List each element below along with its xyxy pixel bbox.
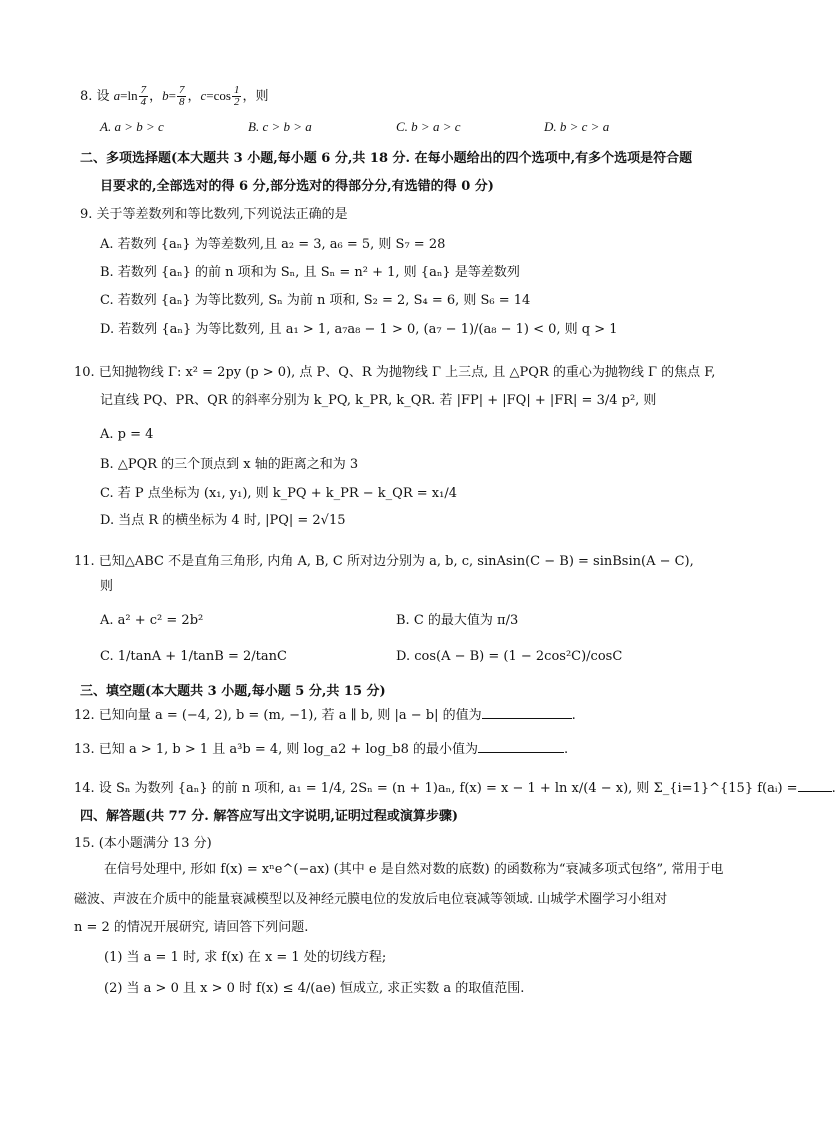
q8-option-a: A. a > b > c — [100, 119, 164, 134]
q10-stem-cont: 记直线 PQ、PR、QR 的斜率分别为 k_PQ, k_PR, k_QR. 若 |FP| + |FQ| + |FR| = 3/4 p², 则 — [100, 393, 657, 408]
q10-option-c: C. 若 P 点坐标为 (x₁, y₁), 则 k_PQ + k_PR − k_QR = x₁/4 — [100, 486, 457, 501]
q9-stem: 9. 关于等差数列和等比数列,下列说法正确的是 — [80, 207, 348, 222]
q8-stem: 8. 设 a=ln $\frac{7}{4}$ ，b= $\frac{7}{8}$ ，c=cos $\frac{1}{2}$ ，则 — [80, 84, 269, 108]
q9-option-d: D. 若数列 {aₙ} 为等比数列, 且 a₁ > 1, a₇a₈ − 1 > 0, (a₇ − 1)/(a₈ − 1) < 0, 则 q > 1 — [100, 322, 618, 337]
section4-heading: 四、解答题(共 77 分. 解答应写出文字说明,证明过程或演算步骤) — [80, 809, 459, 824]
section2-heading-cont: 目要求的,全部选对的得 6 分,部分选对的得部分分,有选错的得 0 分) — [100, 179, 494, 194]
q12-answer-blank — [482, 718, 572, 719]
q15-paragraph-1: 在信号处理中, 形如 f(x) = xⁿe^(−ax) (其中 e 是自然对数的底数) 的函数称为“衰减多项式包络”, 常用于电 — [104, 862, 724, 877]
q11-option-c: C. 1/tanA + 1/tanB = 2/tanC — [100, 649, 287, 664]
q14-text: 14. 设 Sₙ 为数列 {aₙ} 的前 n 项和, a₁ = 1/4, 2Sₙ = (n + 1)aₙ, f(x) = x − 1 + ln x/(4 − x), 则 Σ_{i=1}^{15} f(aᵢ) = — [74, 781, 798, 796]
q9-option-c: C. 若数列 {aₙ} 为等比数列, Sₙ 为前 n 项和, S₂ = 2, S₄ = 6, 则 S₆ = 14 — [100, 293, 531, 308]
section2-heading: 二、多项选择题(本大题共 3 小题,每小题 6 分,共 18 分. 在每小题给出的四个选项中,有多个选项是符合题 — [80, 151, 693, 166]
q13-answer-blank — [478, 752, 564, 753]
q11-stem: 11. 已知△ABC 不是直角三角形, 内角 A, B, C 所对边分别为 a, b, c, sinAsin(C − B) = sinBsin(A − C), — [74, 554, 694, 569]
q14-stem: 14. 设 Sₙ 为数列 {aₙ} 的前 n 项和, a₁ = 1/4, 2Sₙ = (n + 1)aₙ, f(x) = x − 1 + ln x/(4 − x), 则 Σ_{i=1}^{15} f(aᵢ) = . — [74, 781, 836, 796]
q15-header: 15. (本小题满分 13 分) — [74, 836, 212, 851]
q10-stem: 10. 已知抛物线 Γ: x² = 2py (p > 0), 点 P、Q、R 为抛物线 Γ 上三点, 且 △PQR 的重心为抛物线 Γ 的焦点 F, — [74, 365, 716, 380]
q13-stem: 13. 已知 a > 1, b > 1 且 a³b = 4, 则 log_a2 + log_b8 的最小值为 . — [74, 742, 569, 757]
q15-subquestion-2: (2) 当 a > 0 且 x > 0 时 f(x) ≤ 4/(ae) 恒成立, 求正实数 a 的取值范围. — [104, 981, 525, 996]
q11-option-a: A. a² + c² = 2b² — [100, 613, 204, 628]
q11-stem-cont: 则 — [100, 579, 114, 594]
q15-subquestion-1: (1) 当 a = 1 时, 求 f(x) 在 x = 1 处的切线方程; — [104, 950, 387, 965]
q11-option-b: B. C 的最大值为 π/3 — [396, 613, 519, 628]
q8-option-b: B. c > b > a — [248, 119, 312, 134]
q15-paragraph-3: n = 2 的情况开展研究, 请回答下列问题. — [74, 920, 309, 935]
q10-option-b: B. △PQR 的三个顶点到 x 轴的距离之和为 3 — [100, 457, 359, 472]
q12-text: 12. 已知向量 a = (−4, 2), b = (m, −1), 若 a ∥ b, 则 |a − b| 的值为 — [74, 708, 482, 723]
q15-paragraph-2: 磁波、声波在介质中的能量衰减模型以及神经元膜电位的发放后电位衰减等领域. 山城学术圈学习小组对 — [74, 892, 668, 907]
q13-text: 13. 已知 a > 1, b > 1 且 a³b = 4, 则 log_a2 + log_b8 的最小值为 — [74, 742, 479, 757]
q14-answer-blank — [798, 791, 832, 792]
q12-stem: 12. 已知向量 a = (−4, 2), b = (m, −1), 若 a ∥ b, 则 |a − b| 的值为 . — [74, 708, 576, 723]
section3-heading: 三、填空题(本大题共 3 小题,每小题 5 分,共 15 分) — [80, 684, 386, 699]
q8-option-c: C. b > a > c — [396, 119, 461, 134]
q8-option-d: D. b > c > a — [544, 119, 610, 134]
q11-option-d: D. cos(A − B) = (1 − 2cos²C)/cosC — [396, 649, 623, 664]
q10-option-a: A. p = 4 — [100, 427, 154, 442]
q9-option-a: A. 若数列 {aₙ} 为等差数列,且 a₂ = 3, a₆ = 5, 则 S₇ = 28 — [100, 237, 446, 252]
q9-option-b: B. 若数列 {aₙ} 的前 n 项和为 Sₙ, 且 Sₙ = n² + 1, 则 {aₙ} 是等差数列 — [100, 265, 520, 280]
q10-option-d: D. 当点 R 的横坐标为 4 时, |PQ| = 2√15 — [100, 513, 346, 528]
